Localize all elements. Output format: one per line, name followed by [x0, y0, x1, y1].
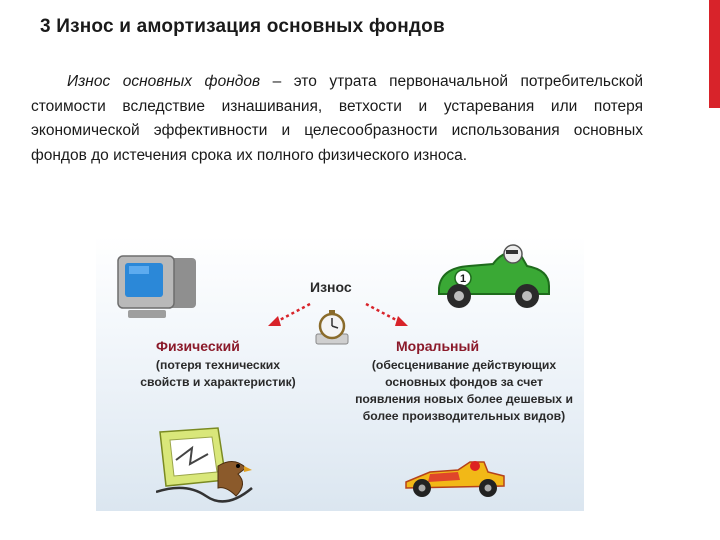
physical-desc-line: (потеря технических — [155, 358, 281, 372]
physical-wear-description — [128, 357, 308, 391]
moral-wear-description — [348, 357, 580, 425]
slide-title: 3 Износ и амортизация основных фондов — [40, 16, 445, 37]
formula-race-car-icon — [400, 454, 510, 500]
accent-bar — [709, 0, 720, 108]
physical-desc-line: свойств и характеристик) — [140, 375, 296, 389]
dashed-arrow-left-icon — [264, 300, 314, 330]
definition-paragraph — [31, 70, 643, 168]
broken-monitor-bird-icon — [156, 426, 256, 508]
stopwatch-icon — [310, 308, 354, 348]
moral-desc-line: более производительных видов) — [362, 409, 566, 423]
car-number: 1 — [459, 273, 467, 285]
wear-diagram — [96, 236, 584, 511]
crt-monitor-icon — [112, 248, 202, 328]
moral-desc-line: появления новых более дешевых и — [355, 392, 573, 406]
definition-term: Износ основных фондов — [67, 73, 261, 90]
physical-wear-label: Физический — [156, 338, 240, 354]
moral-wear-label: Моральный — [396, 338, 480, 354]
moral-desc-line: (обесценивание действующих — [371, 358, 557, 372]
green-race-car-icon — [431, 242, 556, 314]
wear-label: Износ — [310, 279, 352, 295]
moral-desc-line: основных фондов за счет — [385, 375, 543, 389]
dashed-arrow-right-icon — [362, 300, 412, 330]
definition-text: – это утрата первоначальной потребительской стоимости вследствие изнашивания, ветхости и устаревания или потеря экономической эффективности и целесообразности использования основных фондов до истечения срока их полного физического износа. — [31, 73, 643, 164]
